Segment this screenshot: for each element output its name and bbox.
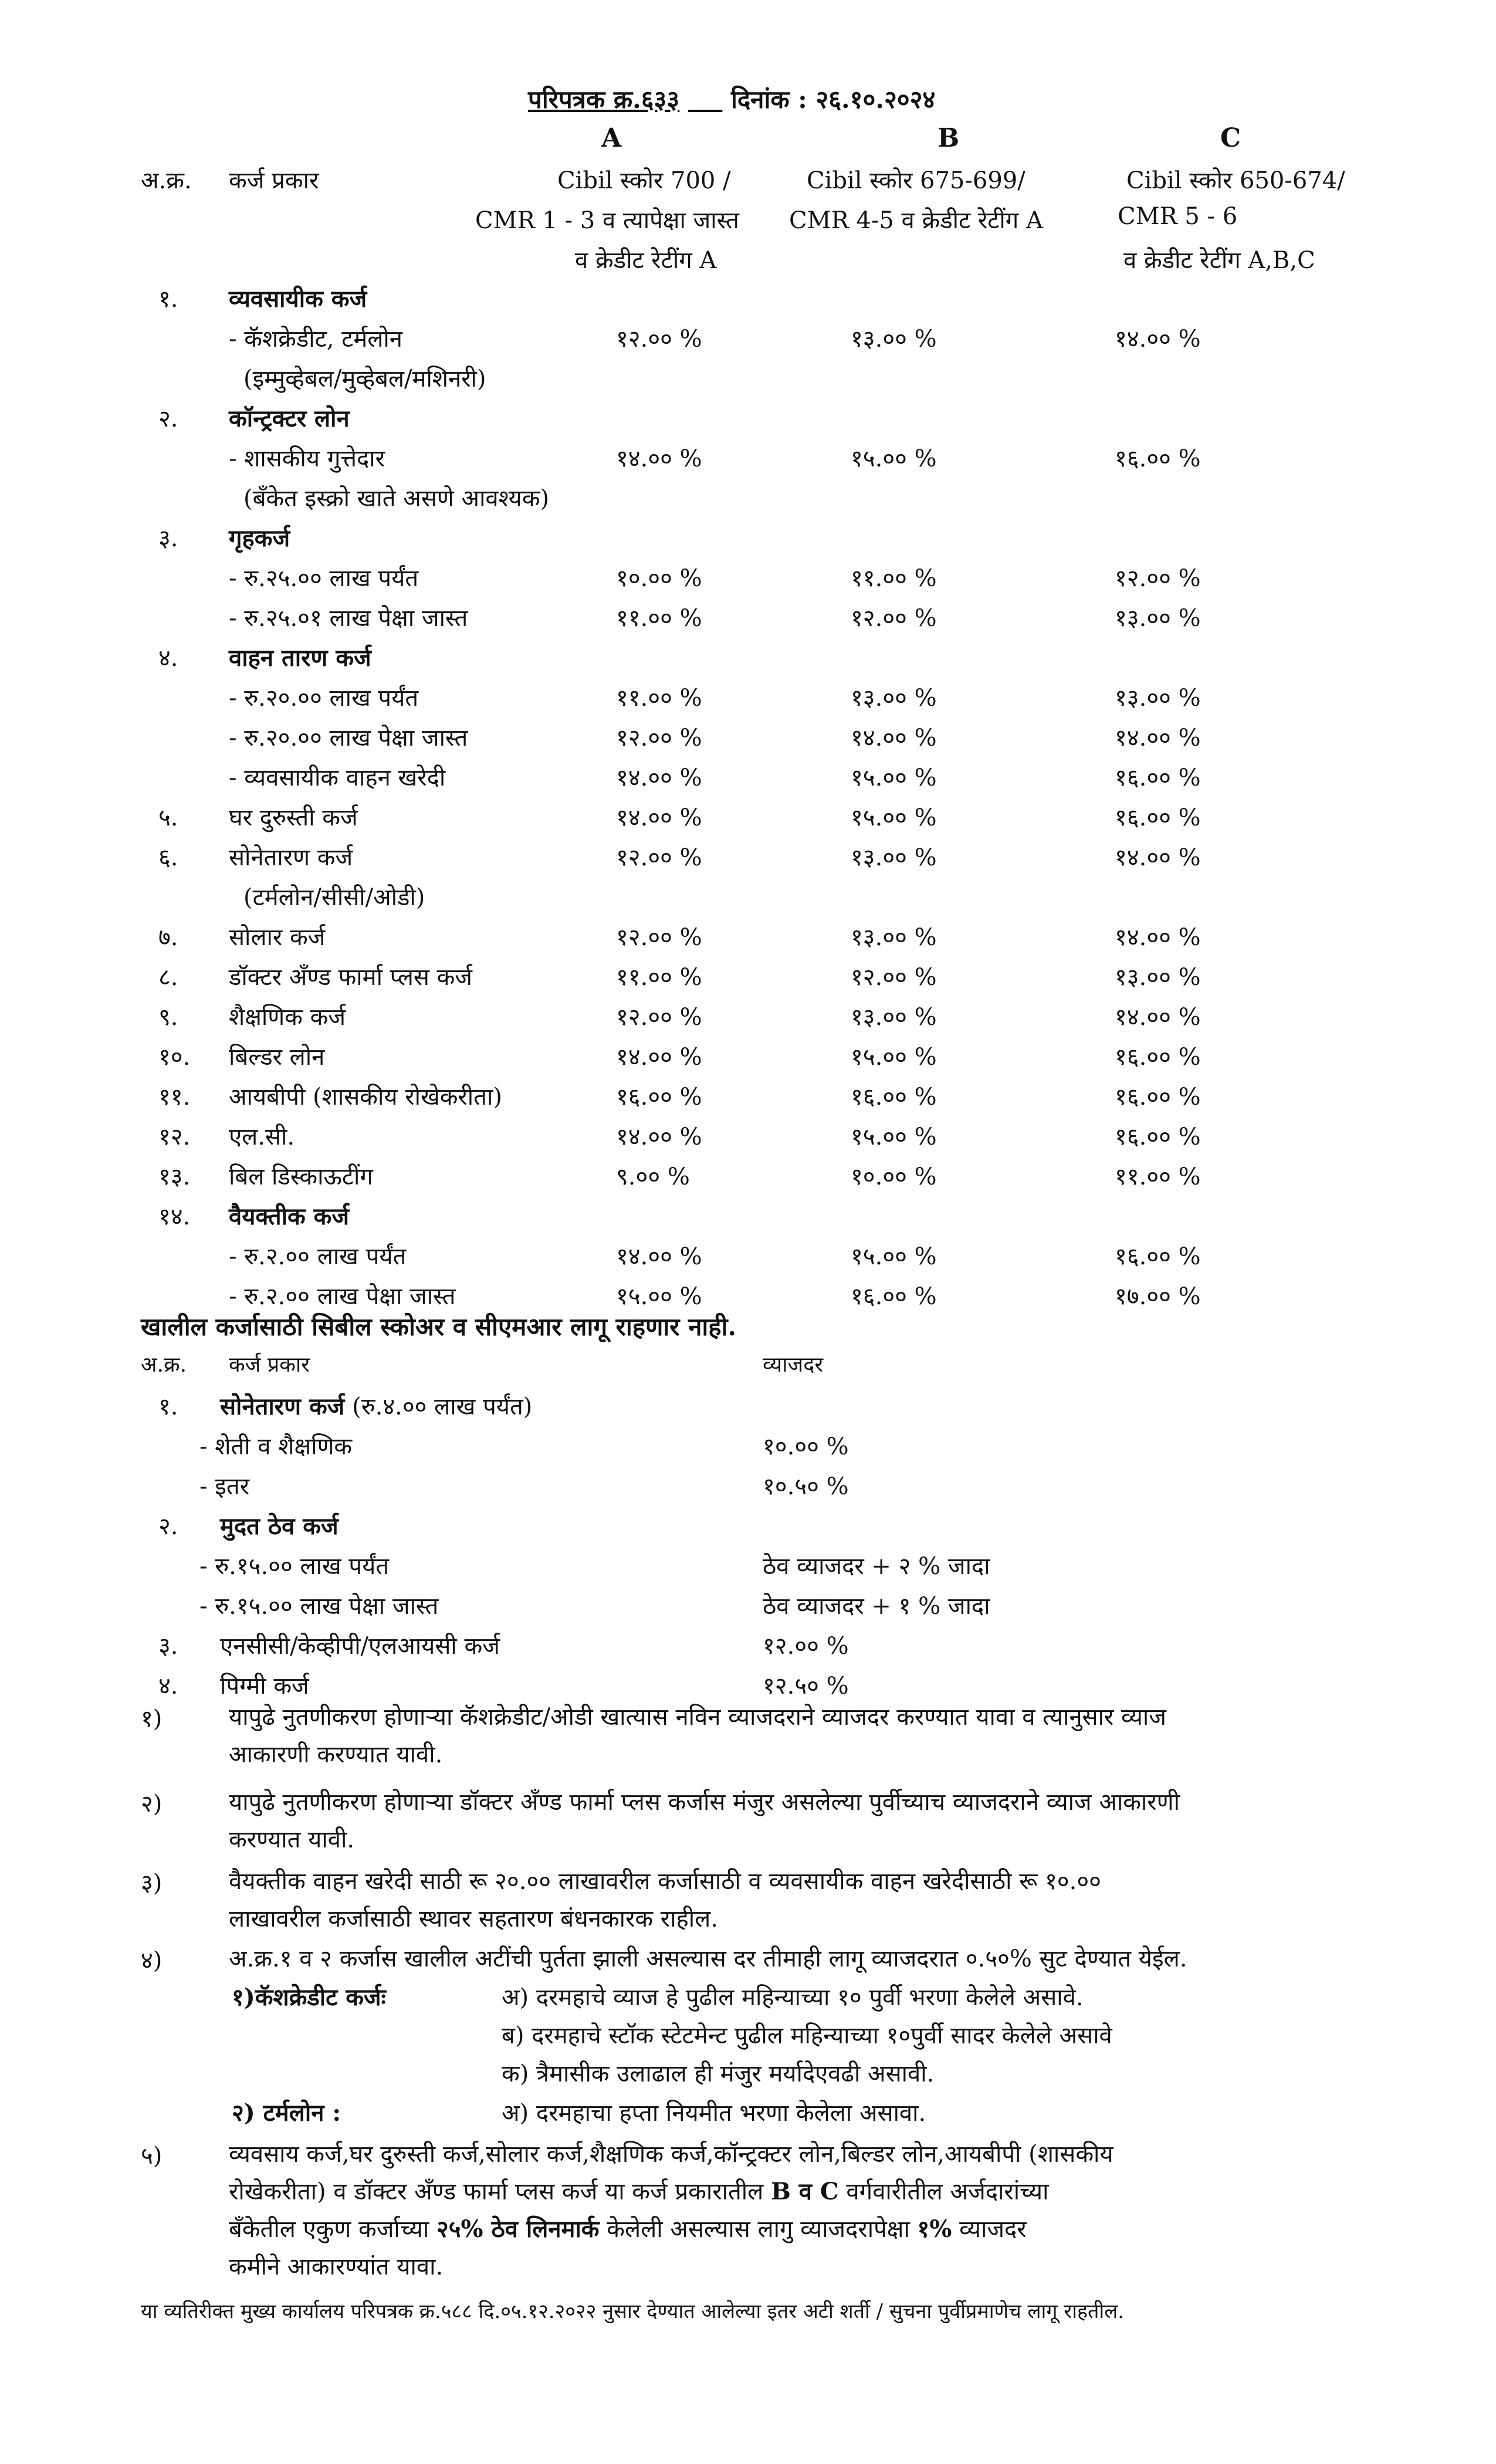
row-rate-c: १६.०० % (1115, 1243, 1201, 1270)
note4-cc-cond2: ब) दरमहाचे स्टॉक स्टेटमेन्ट पुढील महिन्याच्या १०पुर्वी सादर केलेले असावे (502, 2022, 1112, 2049)
row-rate-c: १२.०० % (1115, 565, 1201, 592)
section2-header-type: कर्ज प्रकार (229, 1353, 310, 1377)
row-loan-type: - रु.२०.०० लाख पर्यंत (229, 685, 419, 712)
table-row (0, 601, 1496, 641)
row-loan-type: बिल्डर लोन (229, 1044, 325, 1071)
row-rate-b: १०.०० % (851, 1163, 937, 1190)
row-loan-type (220, 1509, 339, 1541)
note4-termloan-label: २) टर्मलोन : (232, 2099, 341, 2127)
table-row (0, 321, 1496, 361)
row-rate-a: १२.०० % (616, 924, 702, 951)
note2-line1: यापुढे नुतणीकरण होणाऱ्या डॉक्टर अँण्ड फार्मा प्लस कर्जास मंजुर असलेल्या पुर्वीच्याच व्याजदराने व्याज आकारणी (229, 1789, 1180, 1816)
note5 (229, 2135, 1426, 2286)
row-rate-a: १४.०० % (616, 1044, 702, 1071)
row-rate-b: १२.०० % (851, 964, 937, 991)
note5-line2-a: रोखेकरीता) व डॉक्टर अँण्ड फार्मा प्लस कर्ज या कर्ज प्रकारातील (229, 2178, 771, 2205)
row-loan-type: सोनेतारण कर्ज (229, 844, 353, 871)
header-a-line1: Cibil स्कोर 700 / (557, 167, 731, 194)
table-row (0, 401, 1496, 441)
note5-line2-c: वर्गवारीतील अर्जदारांच्या (838, 2178, 1049, 2205)
row-rate-b: ११.०० % (851, 565, 937, 592)
row-loan-type-text: - रु.१५.०० लाख पर्यंत (199, 1553, 390, 1580)
row-sr: ११. (158, 1084, 191, 1111)
table-row (0, 1239, 1496, 1279)
table-row (0, 1629, 1496, 1668)
row-loan-type: आयबीपी (शासकीय रोखेकरीता) (229, 1084, 502, 1111)
row-sr: १. (158, 1393, 178, 1420)
row-loan-type: - व्यवसायीक वाहन खरेदी (229, 764, 446, 791)
row-rate-b: १५.०० % (851, 764, 937, 791)
row-rate-a: १४.०० % (616, 764, 702, 791)
row-sr: ६. (158, 844, 178, 871)
note2-number: २) (141, 1791, 163, 1817)
note4 (229, 1940, 1426, 1978)
row-rate-c: १४.०० % (1115, 326, 1201, 353)
circular-title (528, 82, 935, 116)
row-rate-c: १४.०० % (1115, 924, 1201, 951)
row-rate-b: १६.०० % (851, 1283, 937, 1310)
row-rate-c: १४.०० % (1115, 725, 1201, 752)
row-rate-b: १५.०० % (851, 1123, 937, 1150)
row-rate-b: १२.०० % (851, 605, 937, 632)
row-rate-b: १४.०० % (851, 725, 937, 752)
row-rate-b: १३.०० % (851, 924, 937, 951)
row-rate-b: १५.०० % (851, 445, 937, 472)
table-row (0, 960, 1496, 1000)
note4-cc-cond3: क) त्रैमासीक उलाढाल ही मंजुर मर्यादेएवढी असावी. (502, 2060, 935, 2087)
row-sr: ४. (158, 645, 178, 672)
row-loan-type-text: मुदत ठेव कर्ज (220, 1512, 339, 1540)
row-rate-c: १४.०० % (1115, 1004, 1201, 1031)
row-rate: ठेव व्याजदर + २ % जादा (763, 1553, 990, 1580)
table-row (0, 561, 1496, 601)
row-loan-type: एल.सी. (229, 1123, 295, 1150)
row-rate-a: १२.०० % (616, 844, 702, 871)
row-rate-a: १४.०० % (616, 1243, 702, 1270)
row-rate-c: १६.०० % (1115, 764, 1201, 791)
column-c-letter: C (1220, 123, 1241, 153)
row-rate-a: १४.०० % (616, 1123, 702, 1150)
row-loan-type (199, 1429, 352, 1461)
note1 (229, 1698, 1426, 1773)
row-loan-type (199, 1469, 249, 1501)
table-row (0, 521, 1496, 561)
note5-line3-c: केलेली असल्यास लागु व्याजदरापेक्षा (599, 2216, 918, 2243)
row-loan-type (220, 1629, 500, 1661)
table-row (0, 441, 1496, 481)
note3-line1: वैयक्तीक वाहन खरेदी साठी रू २०.०० लाखावरील कर्जासाठी व व्यवसायीक वाहन खरेदीसाठी रू १०.०० (229, 1868, 1101, 1895)
row-loan-type-text: - इतर (199, 1473, 250, 1500)
note4-cashcredit-label: १)कॅशक्रेडीट कर्जः (232, 1984, 386, 2011)
row-sr: १. (158, 286, 178, 313)
note5-line2-bc: B व C (770, 2178, 839, 2205)
table-row (0, 760, 1496, 800)
row-rate-b: १६.०० % (851, 1084, 937, 1111)
note5-line4: कमीने आकारण्यांत यावा. (229, 2253, 444, 2280)
header-sr: अ.क्र. (141, 167, 192, 194)
row-rate-a: १०.०० % (616, 565, 702, 592)
row-rate: १२.०० % (763, 1633, 849, 1660)
row-loan-type: - रु.२०.०० लाख पेक्षा जास्त (229, 725, 468, 752)
note5-line3-lienmark: २५% ठेव लिनमार्क (436, 2215, 600, 2243)
row-sr: ३. (158, 1633, 178, 1660)
row-rate-c: ११.०० % (1115, 1163, 1201, 1190)
header-c-line1: Cibil स्कोर 650-674/ (1126, 167, 1345, 194)
note4-cc-cond1: अ) दरमहाचे व्याज हे पुढील महिन्याच्या १० पुर्वी भरणा केलेले असावे. (502, 1984, 1084, 2011)
table-row (0, 641, 1496, 681)
row-sr: १४. (158, 1203, 191, 1230)
row-sr: १२. (158, 1123, 191, 1150)
note4-line1: अ.क्र.१ व २ कर्जास खालील अटींची पुर्तता झाली असल्यास दर तीमाही लागू व्याजदरात ०.५०% सुट देण्यात येईल. (229, 1945, 1187, 1972)
row-loan-type: (बँकेत इस्क्रो खाते असणे आवश्यक) (243, 485, 550, 512)
header-a-line2: CMR 1 - 3 व त्यापेक्षा जास्त (475, 207, 739, 234)
row-rate-a: ११.०० % (616, 685, 702, 712)
row-rate-c: १३.०० % (1115, 605, 1201, 632)
header-a-line3: व क्रेडीट रेटींग A (575, 247, 717, 274)
header-c-line3: व क्रेडीट रेटींग A,B,C (1123, 247, 1315, 274)
table-row (0, 1429, 1496, 1469)
table-row (0, 840, 1496, 880)
header-c-line2: CMR 5 - 6 (1118, 203, 1238, 230)
table-row (0, 1549, 1496, 1589)
row-loan-type: बिल डिस्काऊटींग (229, 1163, 373, 1190)
row-rate-a: ९.०० % (616, 1163, 690, 1190)
row-loan-type-text: - रु.१५.०० लाख पेक्षा जास्त (199, 1593, 439, 1620)
row-loan-type: कॉन्ट्रक्टर लोन (229, 405, 350, 432)
row-rate-c: १६.०० % (1115, 1084, 1201, 1111)
table-row (0, 1589, 1496, 1629)
table-row (0, 481, 1496, 521)
row-rate: ठेव व्याजदर + १ % जादा (763, 1593, 990, 1620)
table-row (0, 1000, 1496, 1040)
row-rate-a: १४.०० % (616, 445, 702, 472)
note1-number: १) (141, 1705, 163, 1732)
row-sr: ३. (158, 525, 178, 552)
note1-line1: यापुढे नुतणीकरण होणाऱ्या कॅशक्रेडीट/ओडी खात्यास नविन व्याजदराने व्याजदर करण्यात यावा व त्यानुसार व्याज (229, 1704, 1166, 1731)
table-row (0, 880, 1496, 920)
row-rate-a: १४.०० % (616, 804, 702, 831)
row-loan-type: - कॅशक्रेडीट, टर्मलोन (229, 326, 402, 353)
row-loan-type: वाहन तारण कर्ज (229, 644, 371, 672)
note5-line3-percent: १% (917, 2215, 952, 2243)
table-row (0, 1469, 1496, 1509)
header-b-line1: Cibil स्कोर 675-699/ (807, 167, 1025, 194)
row-rate-c: १३.०० % (1115, 685, 1201, 712)
row-loan-type: सोलार कर्ज (229, 924, 326, 951)
row-loan-type: - रु.२५.०० लाख पर्यंत (229, 565, 419, 592)
row-rate-a: १६.०० % (616, 1084, 702, 1111)
row-sr: ८. (158, 964, 178, 991)
row-rate-c: १७.०० % (1115, 1283, 1201, 1310)
row-sr: ७. (158, 924, 178, 951)
table-row (0, 720, 1496, 760)
table-row (0, 282, 1496, 321)
row-rate-b: १५.०० % (851, 1243, 937, 1270)
note4-number: ४) (141, 1947, 163, 1974)
header-loan-type: कर्ज प्रकार (229, 167, 319, 194)
row-loan-type-text: सोनेतारण कर्ज (220, 1393, 345, 1420)
table-row (0, 681, 1496, 720)
table-row (0, 920, 1496, 960)
row-loan-type: वैयक्तीक कर्ज (229, 1203, 350, 1230)
row-rate-a: १२.०० % (616, 725, 702, 752)
row-rate-c: १६.०० % (1115, 804, 1201, 831)
column-a-letter: A (601, 123, 622, 153)
row-loan-type: (इम्मुव्हेबल/मुव्हेबल/मशिनरी) (243, 365, 486, 392)
row-rate-a: ११.०० % (616, 605, 702, 632)
row-loan-type (199, 1589, 438, 1621)
table-row (0, 1509, 1496, 1549)
row-rate-b: १३.०० % (851, 326, 937, 353)
table-row (0, 1079, 1496, 1119)
row-rate-b: १३.०० % (851, 685, 937, 712)
row-sr: १३. (158, 1163, 191, 1190)
row-loan-type: - रु.२.०० लाख पर्यंत (229, 1243, 407, 1270)
row-rate-a: १२.०० % (616, 326, 702, 353)
row-loan-type (220, 1668, 309, 1701)
note2 (229, 1783, 1426, 1859)
section2-header-rate: व्याजदर (763, 1353, 824, 1377)
row-loan-type-text: पिग्मी कर्ज (220, 1673, 309, 1700)
note2-line2: करण्यात यावी. (229, 1826, 355, 1853)
row-rate: १०.५० % (763, 1473, 849, 1500)
row-loan-type: डॉक्टर अँण्ड फार्मा प्लस कर्ज (229, 964, 472, 991)
row-loan-type: - रु.२५.०१ लाख पेक्षा जास्त (229, 605, 468, 632)
table-row (0, 1159, 1496, 1199)
note5-line3 (229, 2211, 1426, 2248)
note5-line1: व्यवसाय कर्ज,घर दुरुस्ती कर्ज,सोलार कर्ज,शैक्षणिक कर्ज,कॉन्ट्रक्टर लोन,बिल्डर लोन,आयबीपी (शासकीय (229, 2141, 1113, 2168)
row-sr: ४. (158, 1673, 178, 1700)
row-rate-a: १५.०० % (616, 1283, 702, 1310)
note5-number: ५) (141, 2143, 163, 2169)
circular-number: परिपत्रक क्र.६३३ (528, 85, 680, 114)
note5-line3-a: बँकेतील एकुण कर्जाच्या (229, 2216, 436, 2243)
row-rate-b: १३.०० % (851, 844, 937, 871)
row-rate-b: १५.०० % (851, 1044, 937, 1071)
title-underline-gap (688, 85, 723, 114)
table-row (0, 361, 1496, 401)
row-rate-a: ११.०० % (616, 964, 702, 991)
row-loan-type: - शासकीय गुत्तेदार (229, 445, 385, 472)
row-rate-c: १६.०० % (1115, 1123, 1201, 1150)
row-sr: ५. (158, 804, 178, 831)
table-row (0, 1389, 1496, 1429)
table-row (0, 1119, 1496, 1159)
row-loan-type: शैक्षणिक कर्ज (229, 1004, 346, 1031)
note1-line2: आकारणी करण्यात यावी. (229, 1741, 443, 1768)
note5-line3-e: व्याजदर (952, 2216, 1027, 2243)
row-loan-type-text: - शेती व शैक्षणिक (199, 1433, 353, 1460)
header-b-line2: CMR 4-5 व क्रेडीट रेटींग A (789, 207, 1043, 234)
table-row (0, 1040, 1496, 1079)
row-sr: ९. (158, 1004, 178, 1031)
column-b-letter: B (937, 123, 960, 153)
row-sr: २. (158, 1513, 178, 1540)
row-rate-c: १६.०० % (1115, 445, 1201, 472)
row-loan-type: (टर्मलोन/सीसी/ओडी) (243, 884, 425, 911)
note3 (229, 1863, 1426, 1938)
section2-header-sr: अ.क्र. (141, 1353, 187, 1377)
note5-line2 (229, 2173, 1426, 2211)
footer-note: या व्यतिरीक्त मुख्य कार्यालय परिपत्रक क्र.५८८ दि.०५.१२.२०२२ नुसार देण्यात आलेल्या इतर अटी शर्ती / सुचना पुर्वीप्रमाणेच लागू राहतील. (141, 2300, 1125, 2323)
row-rate-c: १३.०० % (1115, 964, 1201, 991)
row-loan-type: गृहकर्ज (229, 524, 290, 552)
row-sr: २. (158, 405, 178, 432)
row-loan-type: घर दुरुस्ती कर्ज (229, 804, 358, 831)
table-row (0, 1199, 1496, 1239)
row-loan-type: - रु.२.०० लाख पेक्षा जास्त (229, 1283, 456, 1310)
note3-line2: लाखावरील कर्जासाठी स्थावर सहतारण बंधनकारक राहील. (229, 1905, 718, 1932)
note4-tl-cond1: अ) दरमहाचा हप्ता नियमीत भरणा केलेला असावा. (502, 2100, 926, 2127)
row-loan-type (220, 1389, 532, 1421)
row-rate-b: १५.०० % (851, 804, 937, 831)
note3-number: ३) (141, 1870, 163, 1897)
row-loan-type-text: एनसीसी/केव्हीपी/एलआयसी कर्ज (220, 1633, 500, 1660)
circular-date: दिनांक : २६.१०.२०२४ (730, 85, 936, 114)
row-sr: १०. (158, 1044, 191, 1071)
row-rate-c: १६.०० % (1115, 1044, 1201, 1071)
row-loan-type (199, 1549, 389, 1581)
row-rate: १२.५० % (763, 1673, 849, 1700)
section2-title: खालील कर्जासाठी सिबील स्कोअर व सीएमआर लागू राहणार नाही. (141, 1312, 737, 1341)
row-rate-a: १२.०० % (616, 1004, 702, 1031)
row-rate: १०.०० % (763, 1433, 849, 1460)
row-rate-c: १४.०० % (1115, 844, 1201, 871)
row-loan-type-suffix: (रु.४.०० लाख पर्यंत) (344, 1393, 533, 1420)
row-rate-b: १३.०० % (851, 1004, 937, 1031)
table-row (0, 800, 1496, 840)
row-loan-type: व्यवसायीक कर्ज (229, 285, 367, 313)
